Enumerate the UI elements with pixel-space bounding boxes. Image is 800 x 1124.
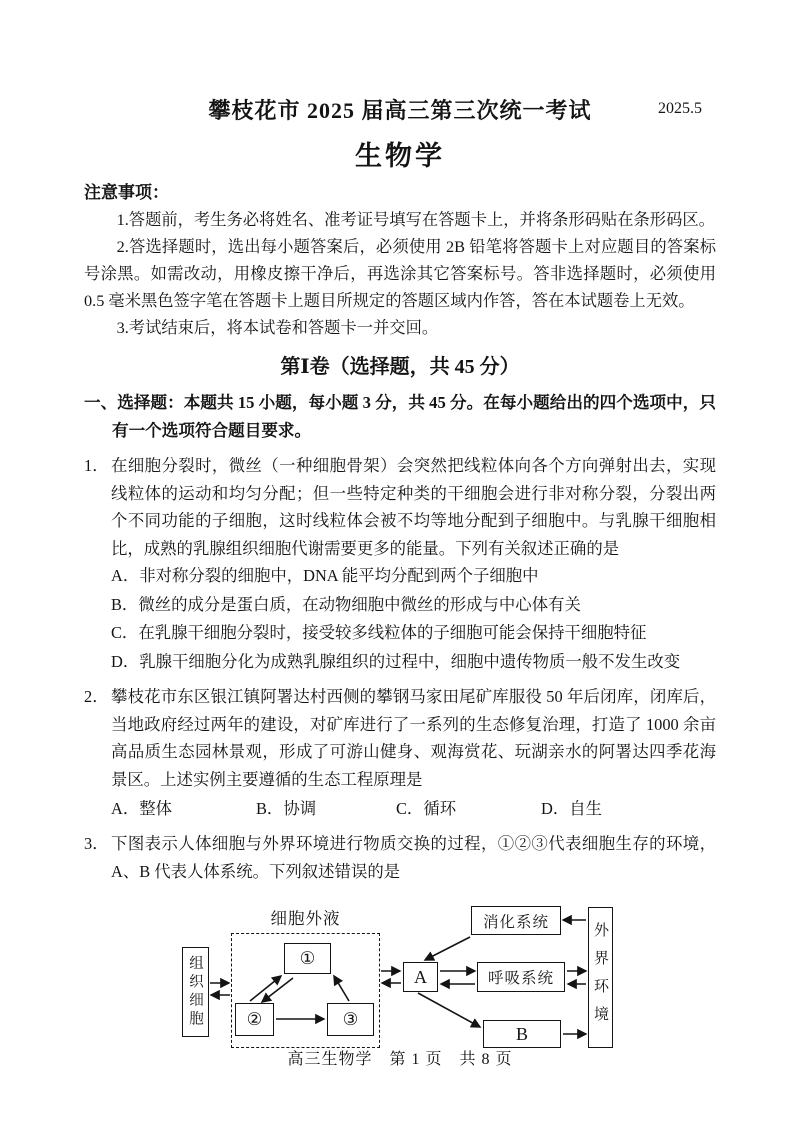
question-3-number: 3． <box>84 834 109 853</box>
question-2-stem: 攀枝花市东区银江镇阿署达村西侧的攀钢马家田尾矿库服役 50 年后闭库，闭库后，当地政府经过两年的建设，对矿库进行了一系列的生态修复治理，打造了 1000 余亩高品质生态园林景观，形成了可游山健身、观海赏花、玩湖亲水的阿署达四季花海景区。上述实例主要遵循的生态工程原理是 <box>111 687 716 789</box>
subject-title: 生物学 <box>355 141 445 171</box>
question-1-options <box>111 562 716 676</box>
notice-item-2: 2.答选择题时，选出每小题答案后，必须使用 2B 铅笔将答题卡上对应题目的答案标号涂黑。如需改动，用橡皮擦干净后，再选涂其它答案标号。答非选择题时，必须使用 0.5 毫米黑色签字笔在答题卡上题目所规定的答题区域内作答，答在本试题卷上无效。 <box>84 237 716 310</box>
option-1d: D．乳腺干细胞分化为成熟乳腺组织的过程中，细胞中遗传物质一般不发生改变 <box>111 651 681 671</box>
option-1b: B．微丝的成分是蛋白质，在动物细胞中微丝的形成与中心体有关 <box>111 594 581 614</box>
digestive-system-box: 消化系统 <box>471 906 561 935</box>
respiratory-system-box: 呼吸系统 <box>477 962 565 992</box>
diagram-arrows <box>84 897 716 1061</box>
tissue-cells-box: 组织细胞 <box>182 947 209 1037</box>
question-2 <box>84 683 716 823</box>
option-1a: A．非对称分裂的细胞中，DNA 能平均分配到两个子细胞中 <box>111 566 539 585</box>
notice-item-3: 3.考试结束后，将本试卷和答题卡一并交回。 <box>116 318 439 337</box>
option-2d: D．自生 <box>541 799 603 818</box>
option-2a: A．整体 <box>111 799 173 818</box>
option-2c: C．循环 <box>396 799 457 818</box>
exam-date: 2025.5 <box>658 100 702 117</box>
question-3-stem: 下图表示人体细胞与外界环境进行物质交换的过程，①②③代表细胞生存的环境，A、B 代表人体系统。下列叙述错误的是 <box>111 834 716 881</box>
system-b-box: B <box>483 1020 561 1048</box>
circle-3-box: ③ <box>327 1003 374 1036</box>
body-fluid-exchange-diagram <box>84 897 716 1061</box>
system-a-box: A <box>403 962 438 992</box>
question-2-options <box>111 795 716 823</box>
option-2b: B．协调 <box>256 799 317 818</box>
exam-header <box>0 0 800 125</box>
notice-section <box>84 180 716 341</box>
question-3 <box>84 830 716 885</box>
circle-2-box: ② <box>235 1003 274 1036</box>
part1-title: 第Ⅰ卷（选择题，共 45 分） <box>280 356 520 378</box>
question-1-number: 1． <box>84 456 109 475</box>
question-1 <box>84 452 716 676</box>
option-1c: C．在乳腺干细胞分裂时，接受较多线粒体的子细胞可能会保持干细胞特征 <box>111 623 647 642</box>
circle-1-box: ① <box>284 943 331 974</box>
question-1-stem: 在细胞分裂时，微丝（一种细胞骨架）会突然把线粒体向各个方向弹射出去，实现线粒体的运动和均匀分配；但一些特定种类的干细胞会进行非对称分裂，分裂出两个不同功能的子细胞，这时线粒体会被不均等地分配到子细胞中。与乳腺干细胞相比，成熟的乳腺组织细胞代谢需要更多的能量。下列有关叙述正确的是 <box>111 456 716 558</box>
external-environment-box: 外界环境 <box>588 907 613 1048</box>
exam-title: 攀枝花市 2025 届高三第三次统一考试 <box>208 98 592 123</box>
notice-heading: 注意事项： <box>84 183 169 202</box>
page-footer: 高三生物学 第 1 页 共 8 页 <box>287 1051 513 1068</box>
notice-item-1: 1.答题前，考生务必将姓名、准考证号填写在答题卡上，并将条形码贴在条形码区。 <box>116 210 715 229</box>
section1-intro: 一、选择题：本题共 15 小题，每小题 3 分，共 45 分。在每小题给出的四个选项中，只有一个选项符合题目要求。 <box>84 393 716 440</box>
extracellular-fluid-label: 细胞外液 <box>270 909 341 928</box>
question-2-number: 2． <box>84 687 109 706</box>
